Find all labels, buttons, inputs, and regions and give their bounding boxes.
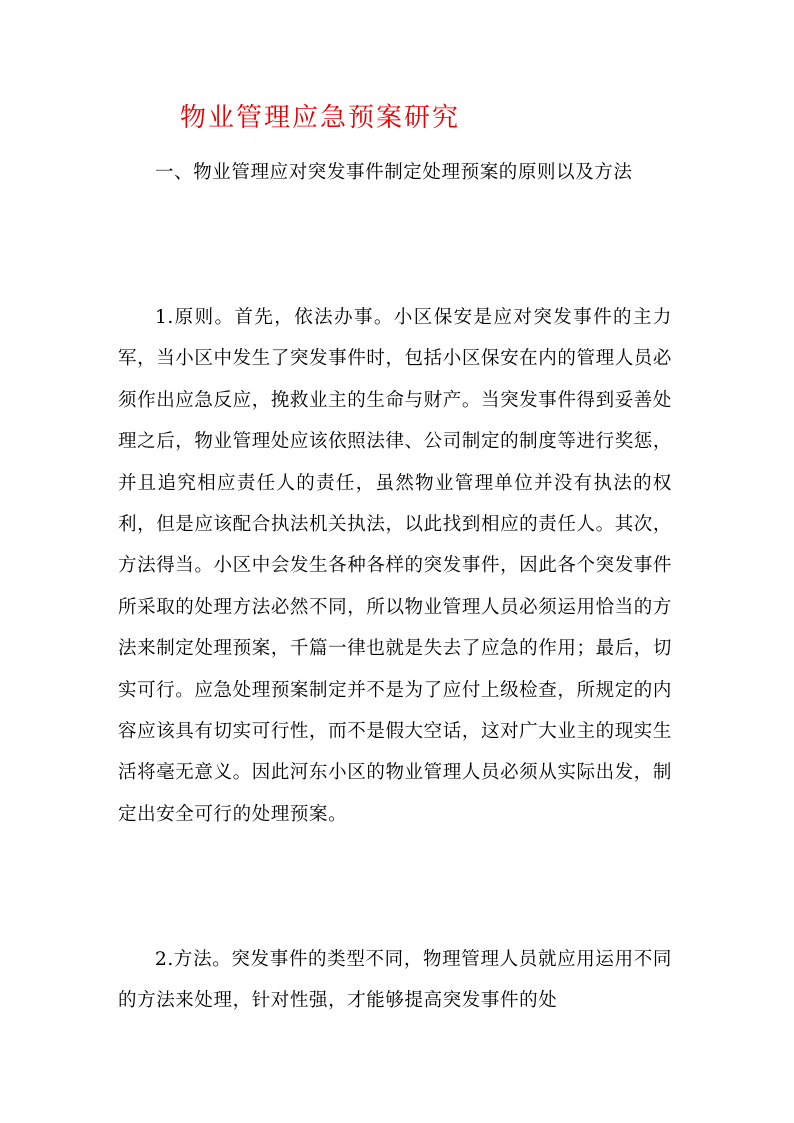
section-heading: 一、物业管理应对突发事件制定处理预案的原则以及方法 bbox=[155, 162, 633, 183]
paragraph-methods: 2.方法。突发事件的类型不同，物理管理人员就应用运用不同的方法来处理，针对性强，才能够提高突发事件的处 bbox=[118, 949, 672, 1012]
document-title: 物业管理应急预案研究 bbox=[180, 103, 461, 133]
paragraph-principles: 1.原则。首先，依法办事。小区保安是应对突发事件的主力军，当小区中发生了突发事件时，包括小区保安在内的管理人员必须作出应急反应，挽救业主的生命与财产。当突发事件得到妥善处理之后，物业管理处应该依照法律、公司制定的制度等进行奖惩，并且追究相应责任人的责任，虽然物业管理单位并没有执法的权利，但是应该配合执法机关执法，以此找到相应的责任人。其次，方法得当。小区中会发生各种各样的突发事件，因此各个突发事件所采取的处理方法必然不同，所以物业管理人员必须运用恰当的方法来制定处理预案，千篇一律也就是失去了应急的作用；最后，切实可行。应急处理预案制定并不是为了应付上级检查，所规定的内容应该具有切实可行性，而不是假大空话，这对广大业主的现实生活将毫无意义。因此河东小区的物业管理人员必须从实际出发，制定出安全可行的处理预案。 bbox=[118, 307, 672, 825]
